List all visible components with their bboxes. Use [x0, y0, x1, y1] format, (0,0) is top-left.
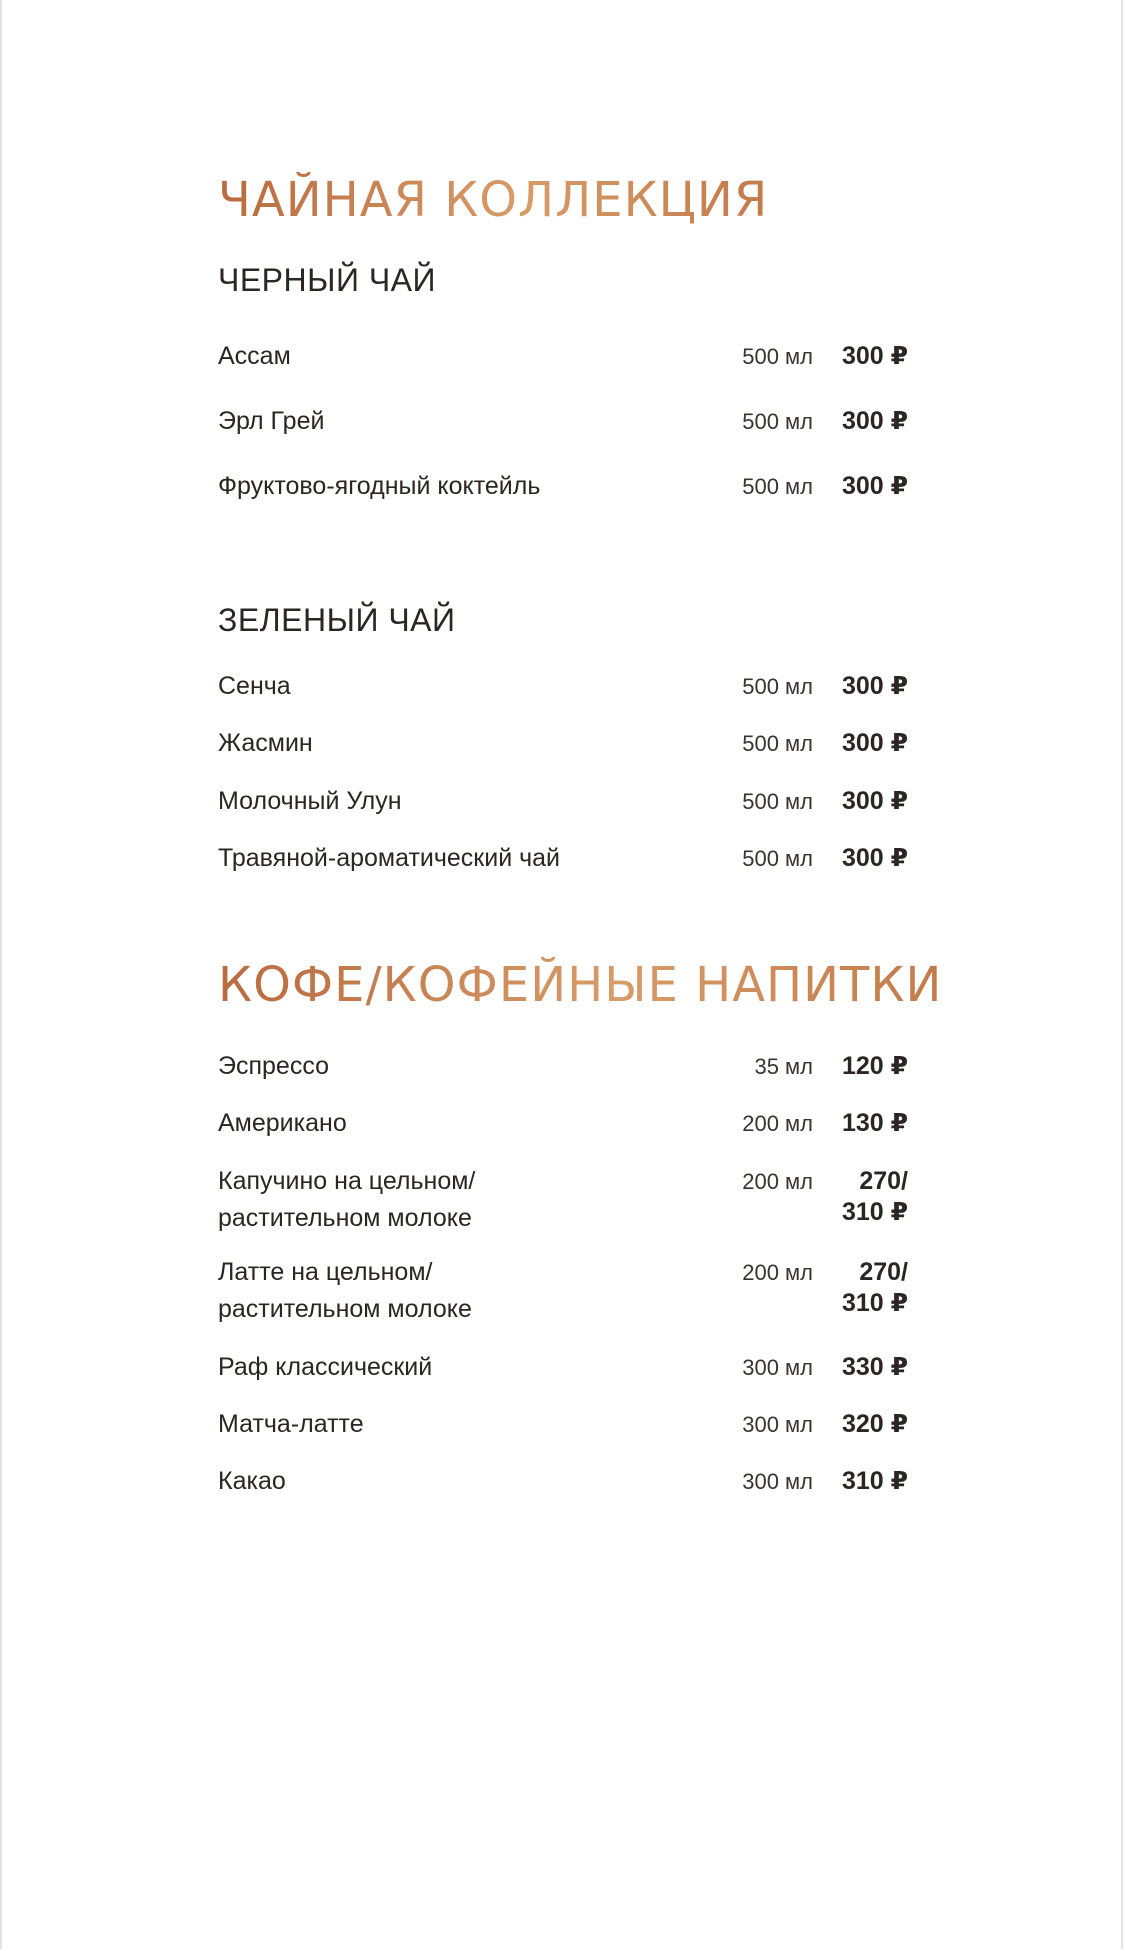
- group-title-green-tea: ЗЕЛЕНЫЙ ЧАЙ: [218, 602, 456, 638]
- menu-item: [218, 403, 908, 443]
- item-name-line-2: растительном молоке: [218, 1204, 472, 1232]
- section-title-tea: ЧАЙНАЯ КОЛЛЕКЦИЯ: [218, 172, 769, 228]
- menu-item: [218, 1163, 908, 1239]
- item-name: Фруктово-ягодный коктейль: [218, 472, 541, 500]
- item-volume: 35 мл: [754, 1054, 813, 1079]
- item-price-line-2: 310 ₽: [841, 1289, 908, 1317]
- item-price: 300 ₽: [841, 844, 908, 872]
- item-volume: 500 мл: [742, 474, 813, 499]
- menu-item: [218, 468, 908, 508]
- item-volume: 500 мл: [742, 789, 813, 814]
- item-price-line-1: 270/: [859, 1258, 908, 1286]
- item-name: Матча-латте: [218, 1410, 364, 1438]
- item-price: 300 ₽: [841, 342, 908, 370]
- item-price: 330 ₽: [841, 1353, 908, 1381]
- item-name: Ассам: [218, 342, 291, 370]
- menu-item: [218, 783, 908, 823]
- group-title-black-tea: ЧЕРНЫЙ ЧАЙ: [218, 262, 437, 298]
- item-volume: 500 мл: [742, 409, 813, 434]
- item-price: 300 ₽: [841, 787, 908, 815]
- item-price: 300 ₽: [841, 407, 908, 435]
- item-name: Жасмин: [218, 729, 313, 757]
- item-volume: 500 мл: [742, 731, 813, 756]
- menu-item: [218, 1048, 908, 1088]
- item-name: Какао: [218, 1467, 286, 1495]
- item-volume: 200 мл: [742, 1111, 813, 1136]
- item-price: 320 ₽: [841, 1410, 908, 1438]
- item-volume: 200 мл: [742, 1169, 813, 1194]
- menu-item: [218, 1406, 908, 1446]
- menu-item: [218, 1254, 908, 1330]
- item-price-line-2: 310 ₽: [841, 1198, 908, 1226]
- item-name-line-1: Капучино на цельном/: [218, 1167, 476, 1195]
- item-volume: 300 мл: [742, 1412, 813, 1437]
- item-price: 120 ₽: [841, 1052, 908, 1080]
- item-price: 310 ₽: [841, 1467, 908, 1495]
- item-price: 130 ₽: [841, 1109, 908, 1137]
- item-name: Сенча: [218, 672, 291, 700]
- item-name: Молочный Улун: [218, 787, 402, 815]
- item-name: Эспрессо: [218, 1052, 329, 1080]
- item-name: Американо: [218, 1109, 347, 1137]
- item-name: Травяной-ароматический чай: [218, 844, 561, 872]
- menu-item: [218, 725, 908, 765]
- item-volume: 500 мл: [742, 846, 813, 871]
- menu-item: [218, 338, 908, 378]
- item-name: Раф классический: [218, 1353, 433, 1381]
- item-name: Эрл Грей: [218, 407, 325, 435]
- menu-item: [218, 840, 908, 880]
- item-price: 300 ₽: [841, 729, 908, 757]
- item-volume: 200 мл: [742, 1260, 813, 1285]
- item-name-line-1: Латте на цельном/: [218, 1258, 433, 1286]
- item-name-line-2: растительном молоке: [218, 1295, 472, 1323]
- menu-item: [218, 1349, 908, 1389]
- item-volume: 300 мл: [742, 1355, 813, 1380]
- section-title-coffee: КОФЕ/КОФЕЙНЫЕ НАПИТКИ: [218, 957, 943, 1013]
- item-price-line-1: 270/: [859, 1167, 908, 1195]
- menu-item: [218, 1105, 908, 1145]
- menu-item: [218, 1463, 908, 1503]
- item-volume: 500 мл: [742, 344, 813, 369]
- item-price: 300 ₽: [841, 472, 908, 500]
- item-volume: 500 мл: [742, 674, 813, 699]
- menu-item: [218, 668, 908, 708]
- item-price: 300 ₽: [841, 672, 908, 700]
- item-volume: 300 мл: [742, 1469, 813, 1494]
